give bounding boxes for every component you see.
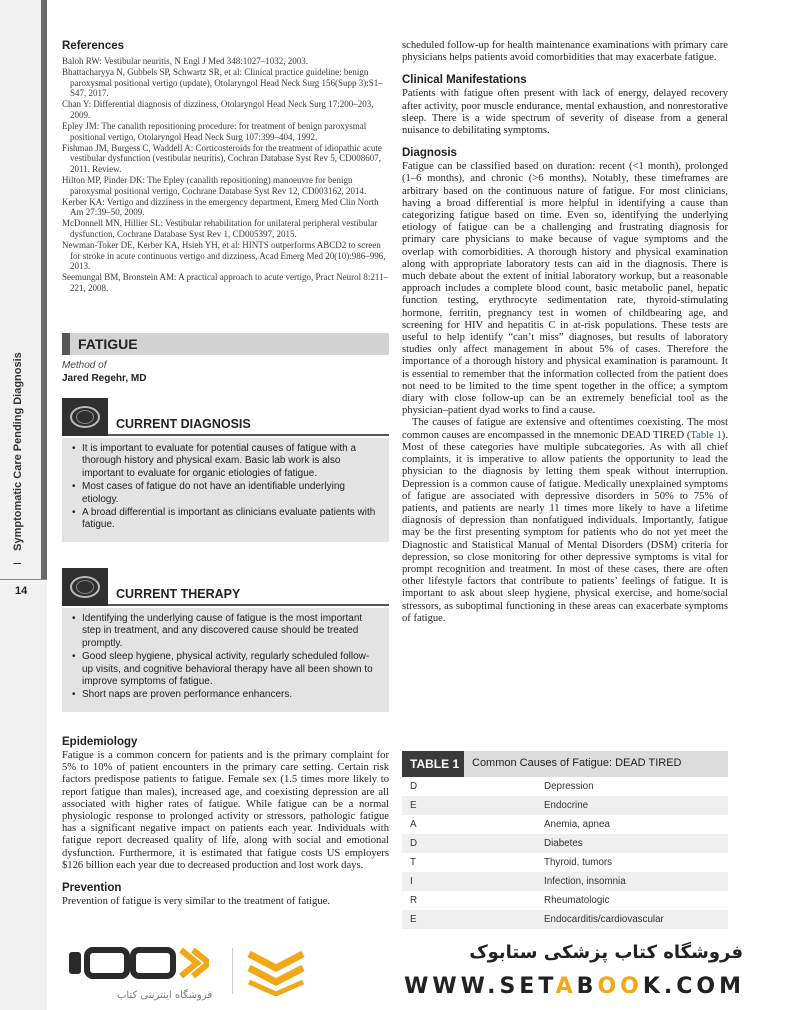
clinical-heading: Clinical Manifestations (402, 74, 527, 87)
diagnosis-paragraph (402, 417, 728, 624)
chapter-title: FATIGUE (78, 336, 138, 352)
reference-item: Hilton MP, Pinder DK: The Epley (canalith repositioning) manoeuvre for benign paroxysmal positional vertigo, Cochrane Database Syst Rev 12, CD003162, 2014. (62, 175, 367, 196)
table-cell-letter: D (410, 838, 418, 849)
table-cell-cause: Endocarditis/cardiovascular (544, 914, 664, 925)
chapter-title-bar (62, 333, 389, 355)
table-row (402, 777, 728, 796)
references-heading: References (62, 40, 125, 52)
prevention-text: Prevention of fatigue is very similar to the treatment of fatigue. (62, 896, 330, 908)
epidemiology-text: Fatigue is a common concern for patients and is the primary complaint for 5% to 10% of patient encounters in the primary care setting. Certain risk factors predispose patients to fatigue. Female sex (1.5 times more likely to report fatigue than males), increased age, and coexisting depression are all associated with higher rates of fatigue. While fatigue can be a normal physiologic response to prolonged activity or stressors, pathologic fatigue has a significant negative impact on patients each year. Individuals with fatigue report decreased quality of life, along with social and emotional dysfunction. Furthermore, it is estimated that fatigue costs US employers $126 billion each year due to decreased production and lost work days. (62, 750, 389, 871)
part-numeral: I (12, 561, 24, 565)
chevron-down-icon (245, 950, 307, 996)
therapy-bullet: • Good sleep hygiene, physical activity, regularly scheduled follow-up visits, and cognitive behavioral therapy have all been shown to improve symptoms of fatigue. (82, 651, 379, 688)
section-title: Symptomatic Care Pending Diagnosis (12, 352, 24, 551)
url-part: WWW.SET (404, 974, 556, 999)
current-diagnosis-box (62, 438, 389, 542)
store-url[interactable] (404, 974, 745, 999)
epidemiology-section (62, 732, 389, 908)
table-header (402, 751, 728, 777)
table-cell-cause: Anemia, apnea (544, 819, 610, 830)
stethoscope-icon (62, 398, 108, 436)
diagnosis-bullet: • A broad differential is important as clinicians evaluate patients with fatigue. (82, 507, 379, 532)
page-number: 14 (15, 585, 28, 597)
logo-subtitle: فروشگاه اینترنتی کتاب (117, 990, 213, 1001)
table-cell-letter: E (410, 800, 417, 811)
reference-item: Bhattacharyya N, Gubbels SP, Schwartz SR, et al: Clinical practice guideline: benign paroxysmal positional vertigo (update), Otolaryngol Head Neck Surg 156(Supp 3):S1–S47, 2017. (62, 67, 383, 99)
table-number: TABLE 1 (402, 751, 464, 777)
diagnosis-text-run: ). Most of these categories have multiple subcategories. As with all chief complaints, it is imperative to allow patients the opportunity to lead the physician to the diagnosis by letting them speak without interruption. Depression is a common cause of fatigue. Medically unexplained symptoms of fatigue are associated with depressive disorders in 50% to 75% of patients, and patients are nearly 11 times more likely to have a lifetime diagnosis of depression than nonfatigued individuals. Importantly, fatigue may be the first presenting symptom for patients who do not yet meet the Diagnostic and Statistical Manual of Mental Disorders (DSM) criteria for depression, so close monitoring for other depressive symptoms is vital for prompt recognition and treatment. In most of these cases, there are often other lifestyle factors that contribute to patients’ feelings of fatigue. It is important to ask about sleep hygiene, physical exercise, and home/social stressors, as suboptimal functioning in these areas can exacerbate symptoms of fatigue. (402, 429, 728, 624)
diagnosis-paragraph: Fatigue can be classified based on duration: recent (<1 month), prolonged (1–6 months), and chronic (>6 months). Notably, these timeframes are arbitrary based on the continuous nature of fatigue. For most clinicians, having a broad differential is more helpful in identifying a cause than categorizing fatigue based on time. Even so, identifying the underlying etiology of fatigue can be a challenging and frustrating diagnosis for primary care physicians to make because of vague symptoms and the overlap with comorbidities. A thorough history and physical examination along with appropriate laboratory tests can aid in the diagnosis. There is much debate about the extent of initial laboratory workup, but a reasonable approach includes a complete blood count, basic metabolic panel, hepatic function testing, erythrocyte sedimentation rate, thyroid-stimulating hormone, ferritin, pregnancy test in women of childbearing age, and screening for HIV and hepatitis C in at-risk populations. These tests are useful to help identify “can’t miss” diagnoses, but results of laboratory studies only affect management in about 5% of cases. Therefore the importance of a thorough history and physical examination is paramount. It is essential to remember that the information collected from the patient does not need to be limited to the time spent together in the office; a symptom diary with close follow-up can be an extremely beneficial tool as the physician–patient dyad works to find a cause. (402, 161, 728, 417)
reference-item: Baloh RW: Vestibular neuritis, N Engl J Med 348:1027–1032, 2003. (62, 56, 308, 66)
therapy-bullet: • Identifying the underlying cause of fatigue is the most important step in treatment, and any discovered cause should be treated promptly. (82, 613, 379, 650)
current-diagnosis-header (62, 398, 389, 436)
table-row (402, 853, 728, 872)
reference-item: Seemungal BM, Bronstein AM: A practical approach to acute vertigo, Pract Neurol 8:211–221, 2008. (62, 272, 389, 293)
reference-item: Epley JM: The canalith repositioning procedure: for treatment of benign paroxysmal positional vertigo, Otolaryngol Head Neck Surg 107:399–404, 1992. (62, 121, 367, 142)
store-watermark (47, 932, 789, 1010)
table-cell-letter: E (410, 914, 417, 925)
table-dead-tired (402, 751, 728, 929)
current-therapy-header (62, 568, 389, 606)
table-cell-cause: Endocrine (544, 800, 589, 811)
reference-item: Kerber KA: Vertigo and dizziness in the emergency department, Emerg Med Clin North Am 27:39–50, 2009. (62, 196, 379, 218)
url-part: B (576, 974, 598, 999)
table-cell-letter: I (410, 876, 413, 887)
reference-item: Newman-Toker DE, Kerber KA, Hsieh YH, et al: HINTS outperforms ABCD2 to screen for stroke in acute continuous vertigo and dizziness, Acad Emerg Med 20(10):986–996, 2013. (62, 240, 386, 272)
table-row (402, 910, 728, 929)
table-cell-letter: A (410, 819, 417, 830)
references-list (62, 56, 389, 294)
author-name: Jared Regehr, MD (62, 373, 147, 384)
reference-item: McDonnell MN, Hillier SL: Vestibular rehabilitation for unilateral peripheral vestibular dysfunction, Cochrane Database Syst Rev 1, CD005397, 2015. (62, 218, 378, 239)
table-cell-letter: R (410, 895, 418, 906)
current-therapy-heading: CURRENT THERAPY (116, 587, 241, 601)
footer-divider (232, 948, 233, 994)
table-cell-cause: Rheumatologic (544, 895, 610, 906)
sidebar-accent-bar (41, 0, 47, 580)
table-cell-cause: Depression (544, 781, 594, 792)
diagnosis-text-run: The causes of fatigue are extensive and oftentimes coexisting. The most common causes are encompassed in the mnemonic DEAD TIRED ( (402, 417, 728, 441)
stethoscope-icon (62, 568, 108, 606)
references-block (62, 40, 389, 294)
table-caption: Common Causes of Fatigue: DEAD TIRED (472, 757, 682, 769)
setabook-logo (69, 946, 209, 986)
table-body (402, 777, 728, 929)
right-column (402, 40, 728, 625)
url-part: OO (597, 974, 643, 999)
url-part: A (555, 974, 577, 999)
table-citation-link[interactable]: Table 1 (690, 429, 722, 441)
table-cell-letter: D (410, 781, 418, 792)
diagnosis-bullet: • It is important to evaluate for potential causes of fatigue with a thorough history and physical exam. Basic lab work is also important to evaluate for organic etiologies of fatigue. (82, 443, 379, 480)
clinical-text: Patients with fatigue often present with lack of energy, delayed recovery after activity, poor muscle endurance, mental exhaustion, and nonrestorative sleep. There is a wide spectrum of severity of disease from a general nuisance to debilitating symptoms. (402, 88, 728, 137)
diagnosis-bullet: • Most cases of fatigue do not have an identifiable underlying etiology. (82, 481, 379, 506)
method-label: Method of (62, 360, 107, 371)
table-row (402, 834, 728, 853)
therapy-bullet: • Short naps are proven performance enhancers. (82, 689, 379, 701)
prevention-heading: Prevention (62, 882, 122, 895)
reference-item: Chan Y: Differential diagnosis of dizziness, Otolaryngol Head Neck Surg 17:200–203, 2009. (62, 99, 374, 120)
current-therapy-box (62, 608, 389, 712)
table-row (402, 796, 728, 815)
table-cell-letter: T (410, 857, 416, 868)
current-diagnosis-heading: CURRENT DIAGNOSIS (116, 417, 251, 431)
url-part: K.COM (642, 974, 745, 999)
reference-item: Fishman JM, Burgess C, Waddell A: Corticosteroids for the treatment of idiopathic acute vestibular dysfunction (vestibular neuritis), Cochran Database Syst Rev 5, CD008607, 2011. Review. (62, 142, 382, 174)
epidemiology-heading: Epidemiology (62, 736, 138, 748)
table-cell-cause: Diabetes (544, 838, 583, 849)
diagnosis-heading: Diagnosis (402, 147, 457, 160)
table-cell-cause: Thyroid, tumors (544, 857, 613, 868)
sidebar-divider (0, 579, 47, 580)
table-cell-cause: Infection, insomnia (544, 876, 626, 887)
store-name: فروشگاه کتاب پزشکی ستابوک (469, 942, 743, 963)
table-row (402, 815, 728, 834)
prevention-continued-text: scheduled follow-up for health maintenance examinations with primary care physicians helps patients avoid comorbidities that may exacerbate fatigue. (402, 40, 728, 64)
table-row (402, 872, 728, 891)
table-row (402, 891, 728, 910)
section-running-head (12, 305, 24, 565)
chapter-title-accent (62, 333, 70, 355)
